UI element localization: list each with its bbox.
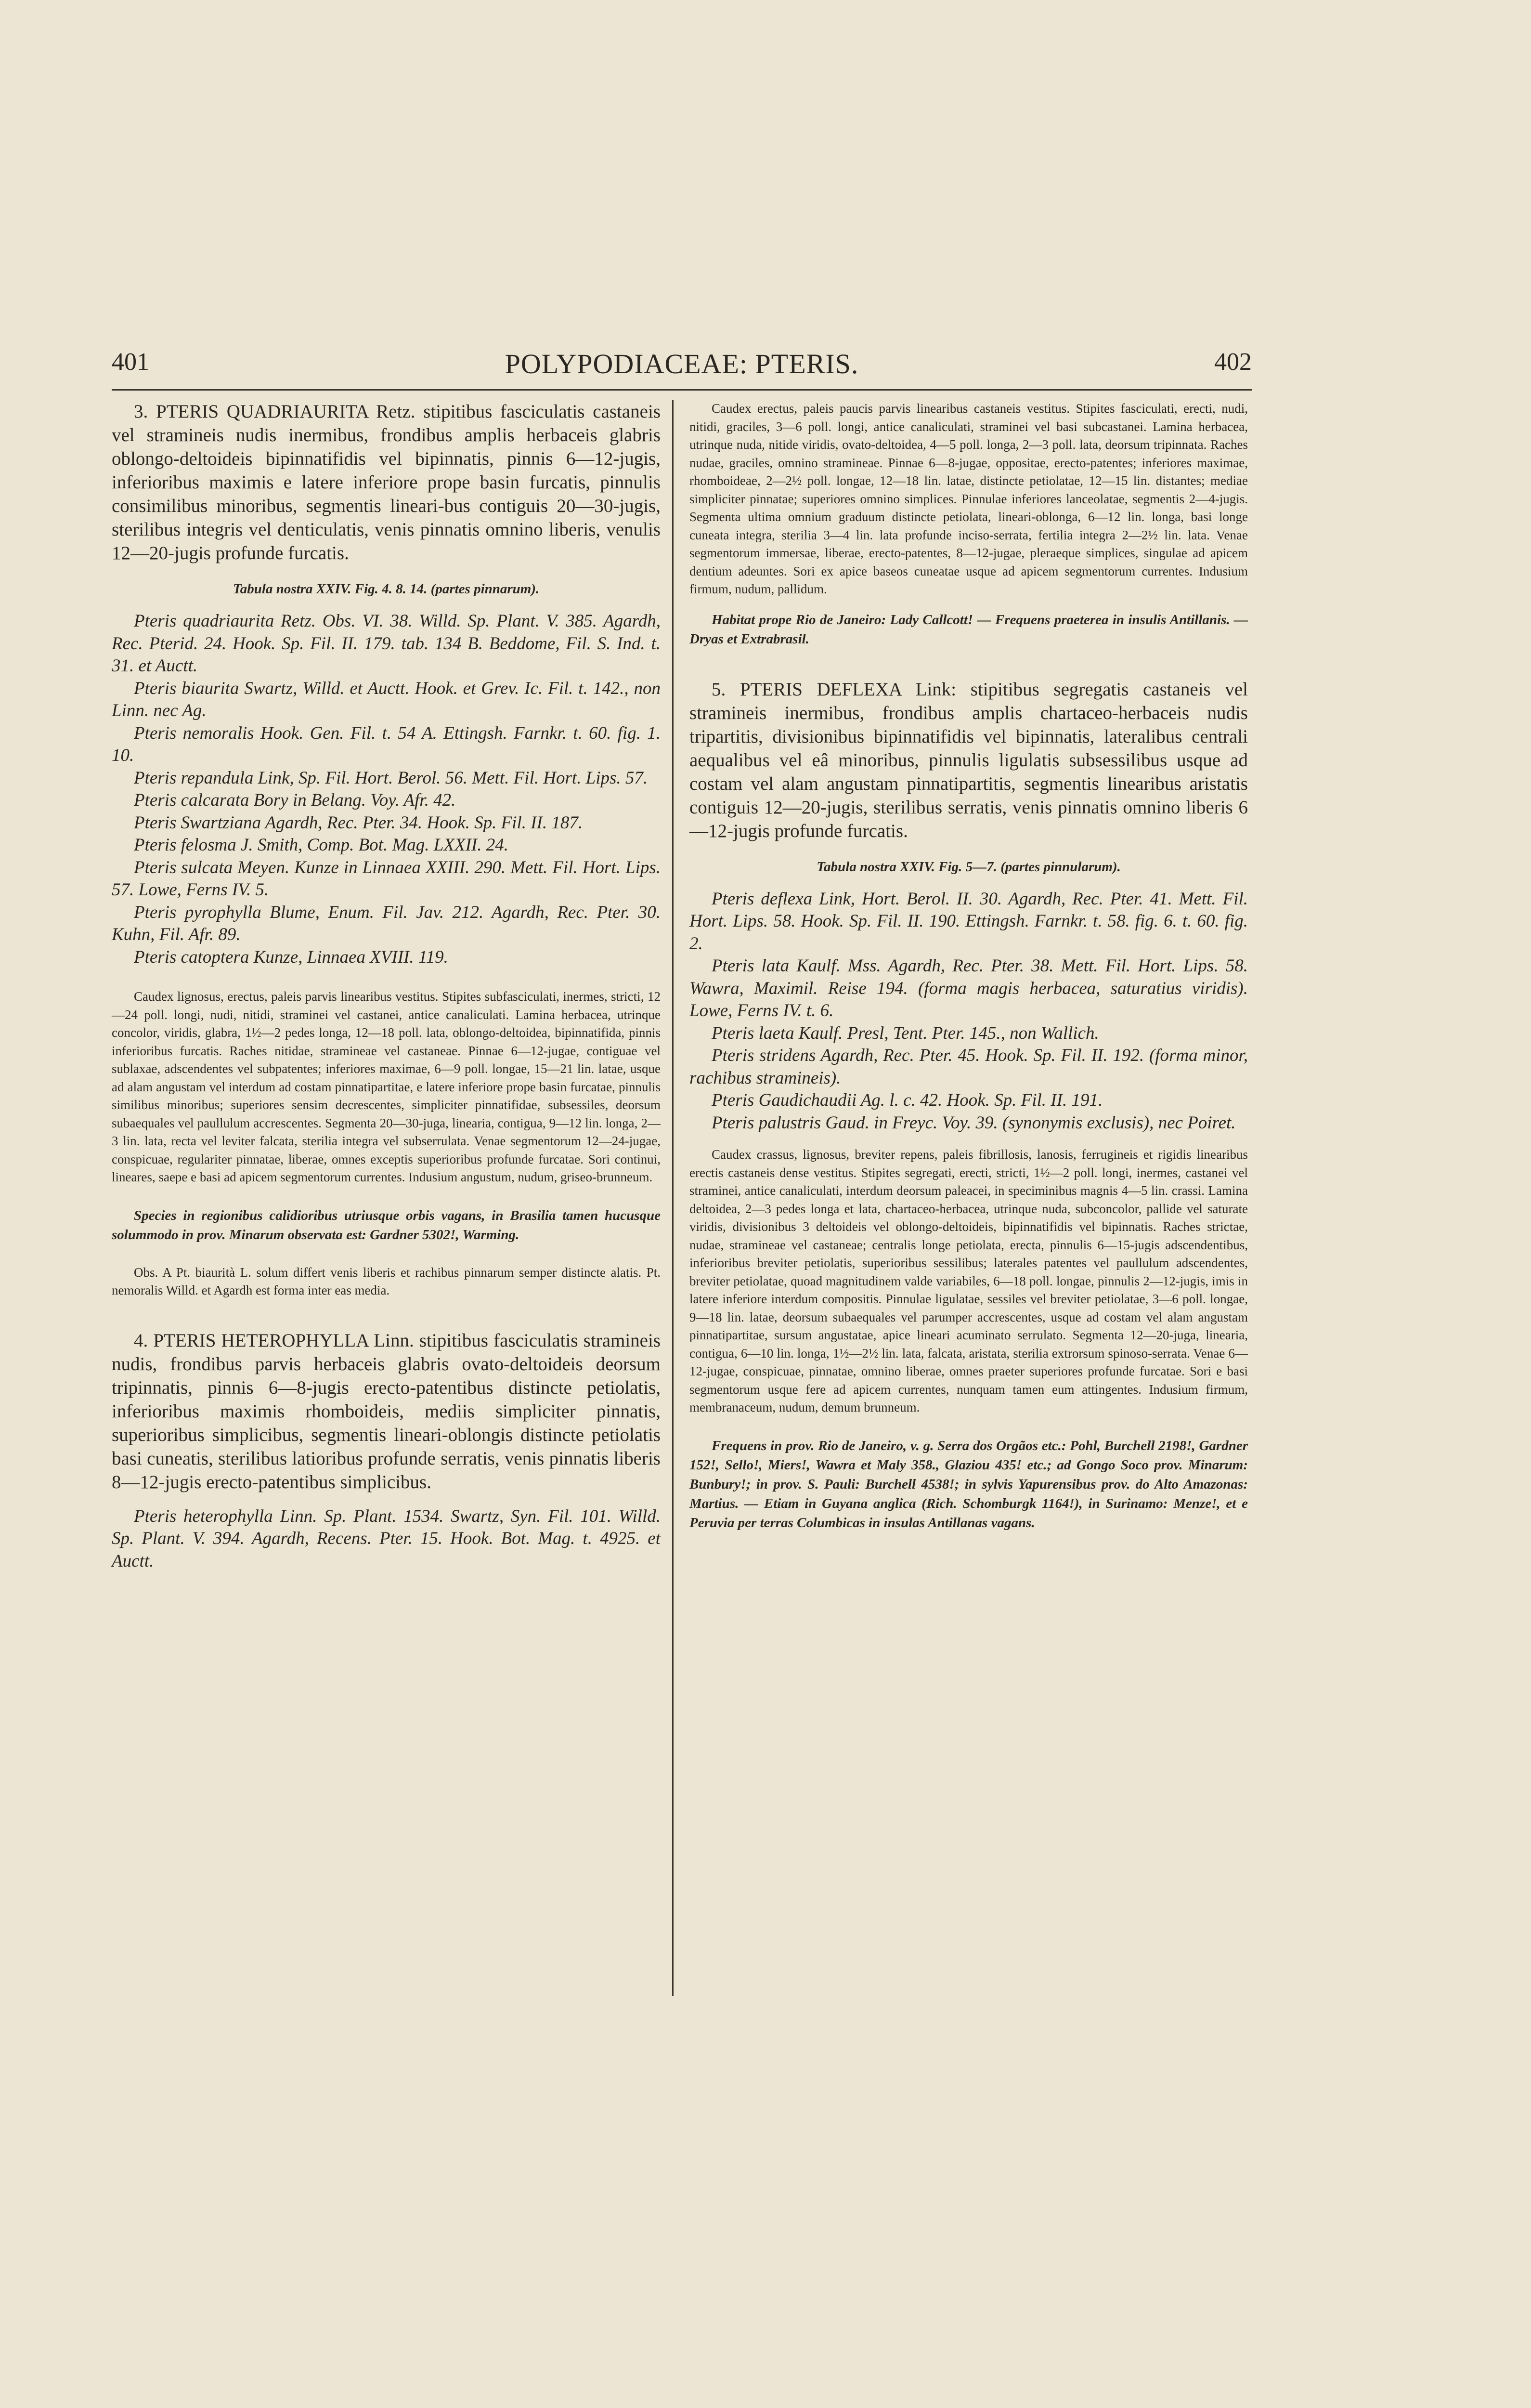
page-header — [112, 348, 1252, 391]
species-3-plate-caption: Tabula nostra XXIV. Fig. 4. 8. 14. (partes pinnarum). — [233, 581, 540, 597]
species-3-diagnosis: 3. PTERIS QUADRIAURITA Retz. stipitibus fasciculatis castaneis vel stramineis nudis inermibus, frondibus amplis herbaceis glabris oblongo-deltoideis bipinnatifidis vel bipinnatis, pinnis 6—12-jugis, inferioribus maximis e latere inferiore prope basin furcatis, pinnulis consimilibus minoribus, segmentis lineari-bus contiguis 20—30-jugis, sterilibus integris vel denticulatis, venis pinnatis omnino liberis, venulis 12—20-jugis profunde furcatis. — [112, 401, 661, 563]
synonym-entry: Pteris pyrophylla Blume, Enum. Fil. Jav. 212. Agardh, Rec. Pter. 30. Kuhn, Fil. Afr. 89. — [112, 902, 661, 944]
species-5-synonyms — [689, 888, 1248, 1135]
synonym-entry: Pteris stridens Agardh, Rec. Pter. 45. Hook. Sp. Fil. II. 192. (forma minor, rachibus stramineis). — [689, 1046, 1248, 1088]
species-3-observation: Obs. A Pt. biaurità L. solum differt venis liberis et rachibus pinnarum semper distincte alatis. Pt. nemoralis Willd. et Agardh est forma inter eas media. — [112, 1265, 661, 1297]
column-divider — [672, 400, 674, 1996]
species-5-description: Caudex crassus, lignosus, breviter repens, paleis fibrillosis, lanosis, ferrugineis et rigidis linearibus erectis castaneis dense vestitus. Stipites segregati, erecti, stricti, 1½—2 poll. longi, inermes, castanei vel straminei, antice canaliculati, interdum deorsum paleacei, in speciminibus magnis 4—5 lin. crassi. Lamina deltoidea, 2—3 pedes longa et lata, chartaceo-herbacea, utrinque nuda, subconcolor, pallide vel saturate viridis, divisionibus 3 deltoideis vel oblongo-deltoideis, bipinnatifidis vel bipinnatis. Raches strictae, nudae, stramineae vel castaneae; centralis longe petiolata, erecta, pinnulis 6—15-jugis adscendentibus, inferioribus breviter petiolatis, superioribus sessilibus; laterales patentes vel paullulum adscendentes, breviter petiolatae, quoad magnitudinem valde variabiles, 6—18 poll. longae, pinnulis 2—12-jugis, imis in latere inferiore interdum compositis. Pinnulae ligulatae, sessiles vel breviter petiolatae, 3—6 poll. longae, 9—18 lin. latae, deorsum subaequales vel parumper accrescentes, usque ad costam vel alam angustam pinnatipartitae, sursum angustatae, apice lineari acuminato serrulato. Segmenta 12—20-juga, linearia, contigua, 6—10 lin. longa, 1½—2½ lin. lata, falcata, aristata, sterilia extrorsum spinoso-serrata. Venae 6—12-jugae, conspicuae, pinnatae, omnino liberae, omnes praeter superiores profunde furcatae. Sori e basi segmentorum usque fere ad apicem currentes, nunquam tamen eum attingentes. Indusium firmum, membranaceum, nudum, demum brunneum. — [689, 1147, 1248, 1414]
synonym-entry: Pteris calcarata Bory in Belang. Voy. Afr. 42. — [134, 790, 456, 810]
header-rule — [112, 389, 1252, 391]
page-number-left: 401 — [112, 348, 149, 376]
species-5-plate-caption: Tabula nostra XXIV. Fig. 5—7. (partes pinnularum). — [817, 859, 1121, 875]
species-5-habitat: Frequens in prov. Rio de Janeiro, v. g. Serra dos Orgãos etc.: Pohl, Burchell 2198!, Gardner 152!, Sello!, Miers!, Wawra et Maly 358., Glaziou 435! etc.; ad Gongo Soco prov. Minarum: Bunbury!; in prov. S. Pauli: Burchell 4538!; in sylvis Yapurensibus prov. do Alto Amazonas: Martius. — Etiam in Guyana anglica (Rich. Schomburgk 1164!), in Surinamo: Menze!, et e Peruvia per terras Columbicas in insulas Antillanas vagans. — [689, 1438, 1248, 1531]
synonym-entry: Pteris palustris Gaud. in Freyc. Voy. 39. (synonymis exclusis), nec Poiret. — [712, 1112, 1236, 1133]
species-4-diagnosis: 4. PTERIS HETEROPHYLLA Linn. stipitibus fasciculatis stramineis nudis, frondibus parvis herbaceis glabris ovato-deltoideis deorsum tripinnatis, pinnis 6—8-jugis erecto-patentibus distincte petiolatis, inferioribus maximis rhomboideis, mediis simpliciter pinnatis, superioribus simplicibus, segmentis lineari-oblongis distincte petiolatis basi cuneatis, sterilibus latioribus profunde serratis, venis pinnatis liberis 8—12-jugis erecto-patentibus simplicibus. — [112, 1330, 661, 1492]
page-number-right: 402 — [1214, 348, 1252, 376]
species-4-description: Caudex erectus, paleis paucis parvis linearibus castaneis vestitus. Stipites fasciculati, erecti, nudi, nitidi, graciles, 3—6 poll. longi, antice canaliculati, straminei vel basi subcastanei. Lamina herbacea, utrinque nuda, nitide viridis, ovato-deltoidea, 4—5 poll. longa, 2—3 poll. lata, deorsum tripinnata. Raches nudae, graciles, omnino stramineae. Pinnae 6—8-jugae, oppositae, erecto-patentes; inferiores maximae, rhomboideae, 2—2½ poll. longae, 12—18 lin. latae, distincte petiolatae, 12—15 lin. distantes; mediae simpliciter pinnatae; superiores omnino simplices. Pinnulae inferiores lanceolatae, segmentis 2—4-jugis. Segmenta ultima omnium graduum distincte petiolata, lineari-oblonga, 6—12 lin. longa, basi longe cuneata integra, sterilia 3—4 lin. lata profunde inciso-serrata, fertilia integra 2—2½ lin. lata. Venae segmentorum immersae, liberae, erecto-patentes, 8—12-jugae, pleraeque simplices, singulae ad apicem dentium adeuntes. Sori ex apice baseos cuneatae usque ad apicem segmentorum currentes. Indusium firmum, nudum, pallidum. — [689, 401, 1248, 596]
synonym-entry: Pteris felosma J. Smith, Comp. Bot. Mag. LXXII. 24. — [134, 835, 508, 855]
species-3-synonyms — [112, 610, 661, 968]
species-3-habitat: Species in regionibus calidioribus utriusque orbis vagans, in Brasilia tamen hucusque solummodo in prov. Minarum observata est: Gardner 5302!, Warming. — [112, 1207, 661, 1243]
synonym-entry: Pteris sulcata Meyen. Kunze in Linnaea XXIII. 290. Mett. Fil. Hort. Lips. 57. Lowe, Ferns IV. 5. — [112, 857, 661, 900]
synonym-entry: Pteris deflexa Link, Hort. Berol. II. 30. Agardh, Rec. Pter. 41. Mett. Fil. Hort. Lips. 58. Hook. Sp. Fil. II. 190. Ettingsh. Farnkr. t. 58. fig. 6. t. 60. fig. 2. — [689, 889, 1248, 954]
synonym-entry: Pteris biaurita Swartz, Willd. et Auctt. Hook. et Grev. Ic. Fil. t. 142., non Linn. nec Ag. — [112, 678, 661, 720]
synonym-entry: Pteris Swartziana Agardh, Rec. Pter. 34. Hook. Sp. Fil. II. 187. — [134, 812, 583, 833]
species-5-diagnosis: 5. PTERIS DEFLEXA Link: stipitibus segregatis castaneis vel stramineis inermibus, frondibus amplis chartaceo-herbaceis nudis tripartitis, divisionibus bipinnatifidis vel bipinnatis, lateralibus centrali aequalibus vel eâ minoribus, pinnulis ligulatis subsessilibus usque ad costam vel alam angustam pinnatipartitis, segmentis linearibus aristatis contiguis 12—20-jugis, sterilibus serratis, venis pinnatis omnino liberis 6—12-jugis profunde furcatis. — [689, 679, 1248, 841]
synonym-entry: Pteris Gaudichaudii Ag. l. c. 42. Hook. Sp. Fil. II. 191. — [712, 1090, 1103, 1110]
synonym-entry: Pteris laeta Kaulf. Presl, Tent. Pter. 145., non Wallich. — [712, 1023, 1099, 1043]
species-4-habitat: Habitat prope Rio de Janeiro: Lady Callcott! — Frequens praeterea in insulis Antillanis. — Dryas et Extrabrasil. — [689, 612, 1248, 647]
synonym-entry: Pteris quadriaurita Retz. Obs. VI. 38. Willd. Sp. Plant. V. 385. Agardh, Rec. Pterid. 24. Hook. Sp. Fil. II. 179. tab. 134 B. Beddome, Fil. S. Ind. t. 31. et Auctt. — [112, 611, 661, 676]
species-3-description: Caudex lignosus, erectus, paleis parvis linearibus vestitus. Stipites subfasciculati, inermes, stricti, 12—24 poll. longi, nudi, nitidi, straminei vel castanei, antice canaliculati. Lamina herbacea, utrinque concolor, viridis, glabra, 1½—2 pedes longa, 12—18 poll. lata, oblongo-deltoidea, bipinnatifida, pinnis inferioribus furcatis. Raches nitidae, stramineae vel castaneae. Pinnae 6—12-jugae, contiguae vel sublaxae, adscendentes vel subpatentes; inferiores maximae, 6—9 poll. longae, 15—21 lin. latae, usque ad alam angustam vel interdum ad costam pinnatipartitae, e latere inferiore prope basin furcatae, pinnulis similibus minoribus; superiores sensim decrescentes, simpliciter pinnatifidae, subsessiles, deorsum subaequales vel paullulum accrescentes. Segmenta 20—30-juga, linearia, contigua, 9—12 lin. longa, 2—3 lin. lata, recta vel leviter falcata, sterilia integra vel subserrulata. Venae segmentorum 12—24-jugae, conspicuae, regulariter pinnatae, liberae, omnes exceptis superioribus profunde furcatae. Sori continui, lineares, saepe e basi ad apicem segmentorum currentes. Indusium angustum, nudum, griseo-brunneum. — [112, 989, 661, 1184]
running-title: POLYPODIACEAE: PTERIS. — [505, 348, 859, 380]
synonym-entry: Pteris repandula Link, Sp. Fil. Hort. Berol. 56. Mett. Fil. Hort. Lips. 57. — [134, 768, 648, 788]
synonym-entry: Pteris nemoralis Hook. Gen. Fil. t. 54 A. Ettingsh. Farnkr. t. 60. fig. 1. 10. — [112, 723, 661, 765]
species-4-synonyms: Pteris heterophylla Linn. Sp. Plant. 1534. Swartz, Syn. Fil. 101. Willd. Sp. Plant. V. 394. Agardh, Recens. Pter. 15. Hook. Bot. Mag. t. 4925. et Auctt. — [112, 1506, 661, 1571]
synonym-entry: Pteris catoptera Kunze, Linnaea XVIII. 119. — [134, 947, 448, 967]
left-column — [112, 400, 661, 1572]
synonym-entry: Pteris lata Kaulf. Mss. Agardh, Rec. Pter. 38. Mett. Fil. Hort. Lips. 58. Wawra, Maximil. Reise 194. (forma magis herbacea, saturatius viridis). Lowe, Ferns IV. t. 6. — [689, 956, 1248, 1021]
right-column — [689, 400, 1248, 1532]
